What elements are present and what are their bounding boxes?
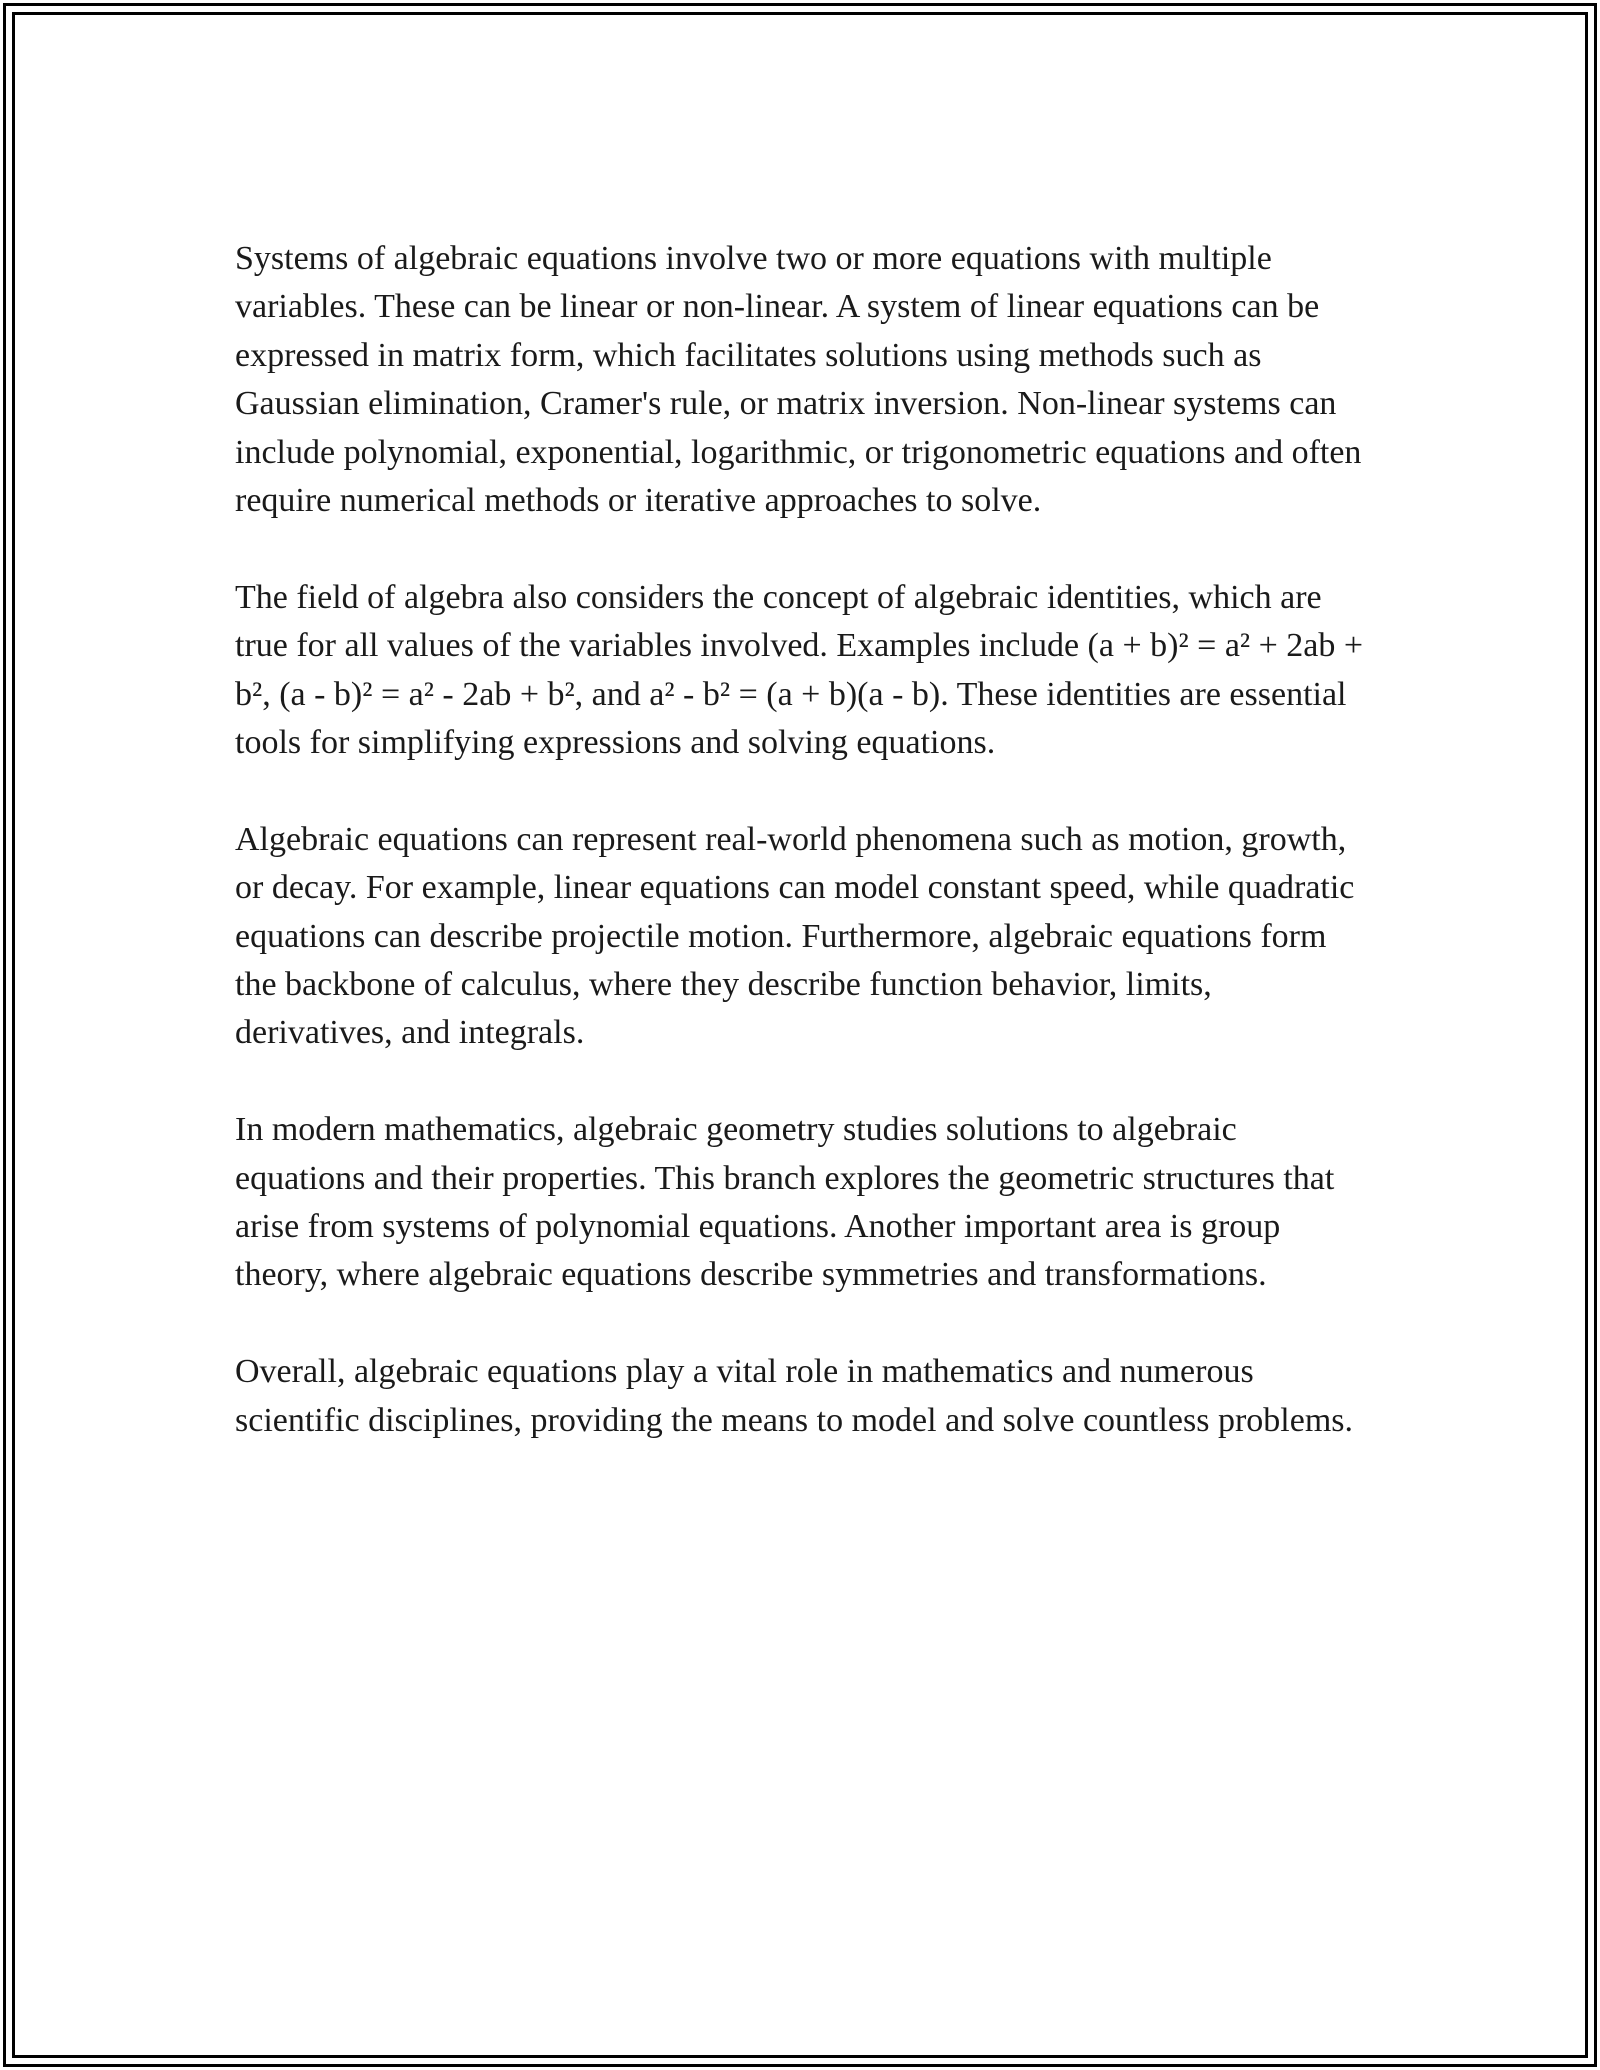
paragraph-algebraic-identities: The field of algebra also considers the concept of algebraic identities, which are true for all values of the variables involved. Examples include (a + b)² = a² + 2ab + b², (a - b)² = a² - 2ab + b², and a² - b² = (a + b)(a - b). These identities are essential tools for simplifying expressions and solving equations.	[235, 578, 1364, 762]
paragraph-real-world-applications: Algebraic equations can represent real-world phenomena such as motion, growth, or decay. For example, linear equations can model constant speed, while quadratic equations can describe projectile motion. Furthermore, algebraic equations form the backbone of calculus, where they describe function behavior, limits, derivatives, and integrals.	[235, 820, 1355, 1052]
paragraph-overall-summary: Overall, algebraic equations play a vital role in mathematics and numerous scientific disciplines, providing the means to model and solve countless problems.	[235, 1353, 1354, 1439]
paragraph-modern-mathematics: In modern mathematics, algebraic geometry studies solutions to algebraic equations and their properties. This branch explores the geometric structures that arise from systems of polynomial equations. Another important area is group theory, where algebraic equations describe symmetries and transformations.	[235, 1111, 1335, 1294]
document-body	[235, 235, 1365, 1493]
paragraph-systems-of-equations: Systems of algebraic equations involve two or more equations with multiple variables. These can be linear or non-linear. A system of linear equations can be expressed in matrix form, which facilitates solutions using methods such as Gaussian elimination, Cramer's rule, or matrix inversion. Non-linear systems can include polynomial, exponential, logarithmic, or trigonometric equations and often require numerical methods or iterative approaches to solve.	[235, 240, 1362, 520]
